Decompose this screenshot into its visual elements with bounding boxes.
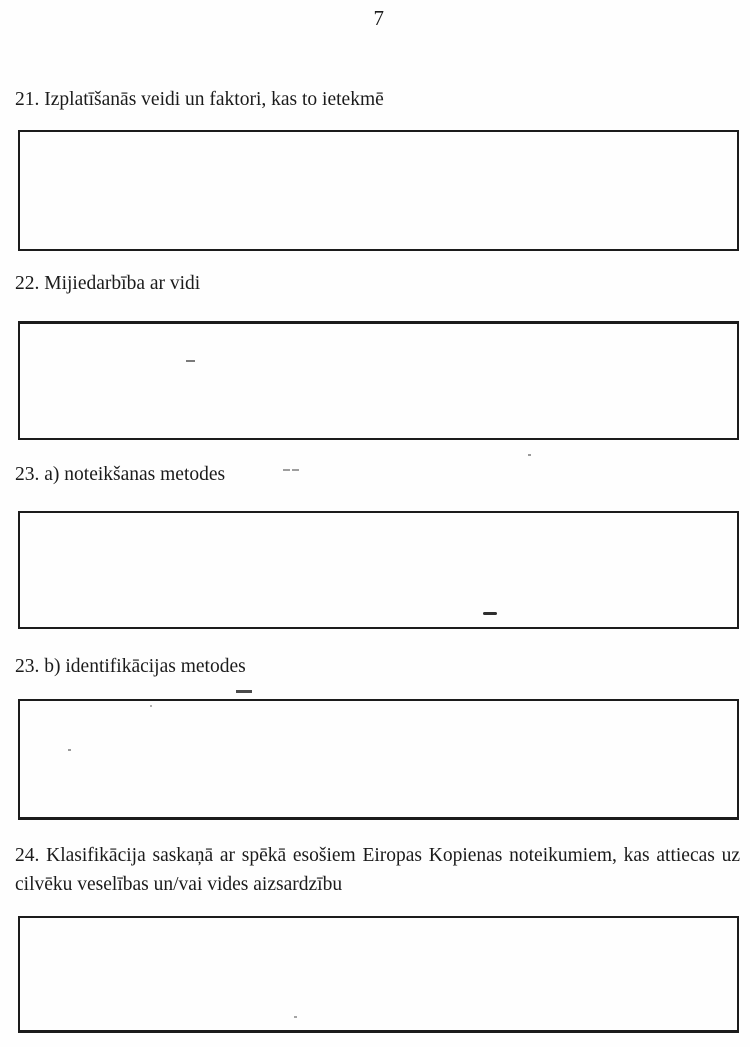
scan-artifact-dot (528, 454, 531, 456)
scan-artifact-dash (283, 469, 290, 471)
field-label-24: 24. Klasifikācija saskaņā ar spēkā esošiem Eiropas Kopienas noteikumiem, kas attiecas uz cilvēku veselības un/vai vides aizsardzību (15, 845, 740, 895)
answer-box-23a[interactable] (18, 511, 739, 629)
page-number: 7 (373, 6, 385, 30)
answer-box-22[interactable] (18, 321, 739, 440)
scan-artifact-dash (292, 469, 299, 471)
field-label-23b: 23. b) identifikācijas metodes (15, 656, 246, 677)
field-label-23a: 23. a) noteikšanas metodes (15, 464, 226, 485)
answer-box-23b[interactable] (18, 699, 739, 820)
answer-box-24[interactable] (18, 916, 739, 1033)
field-label-21: 21. Izplatīšanās veidi un faktori, kas to ietekmē (15, 89, 384, 110)
field-label-22: 22. Mijiedarbība ar vidi (15, 273, 201, 294)
answer-box-21[interactable] (18, 130, 739, 251)
scan-artifact-dash (236, 690, 252, 693)
